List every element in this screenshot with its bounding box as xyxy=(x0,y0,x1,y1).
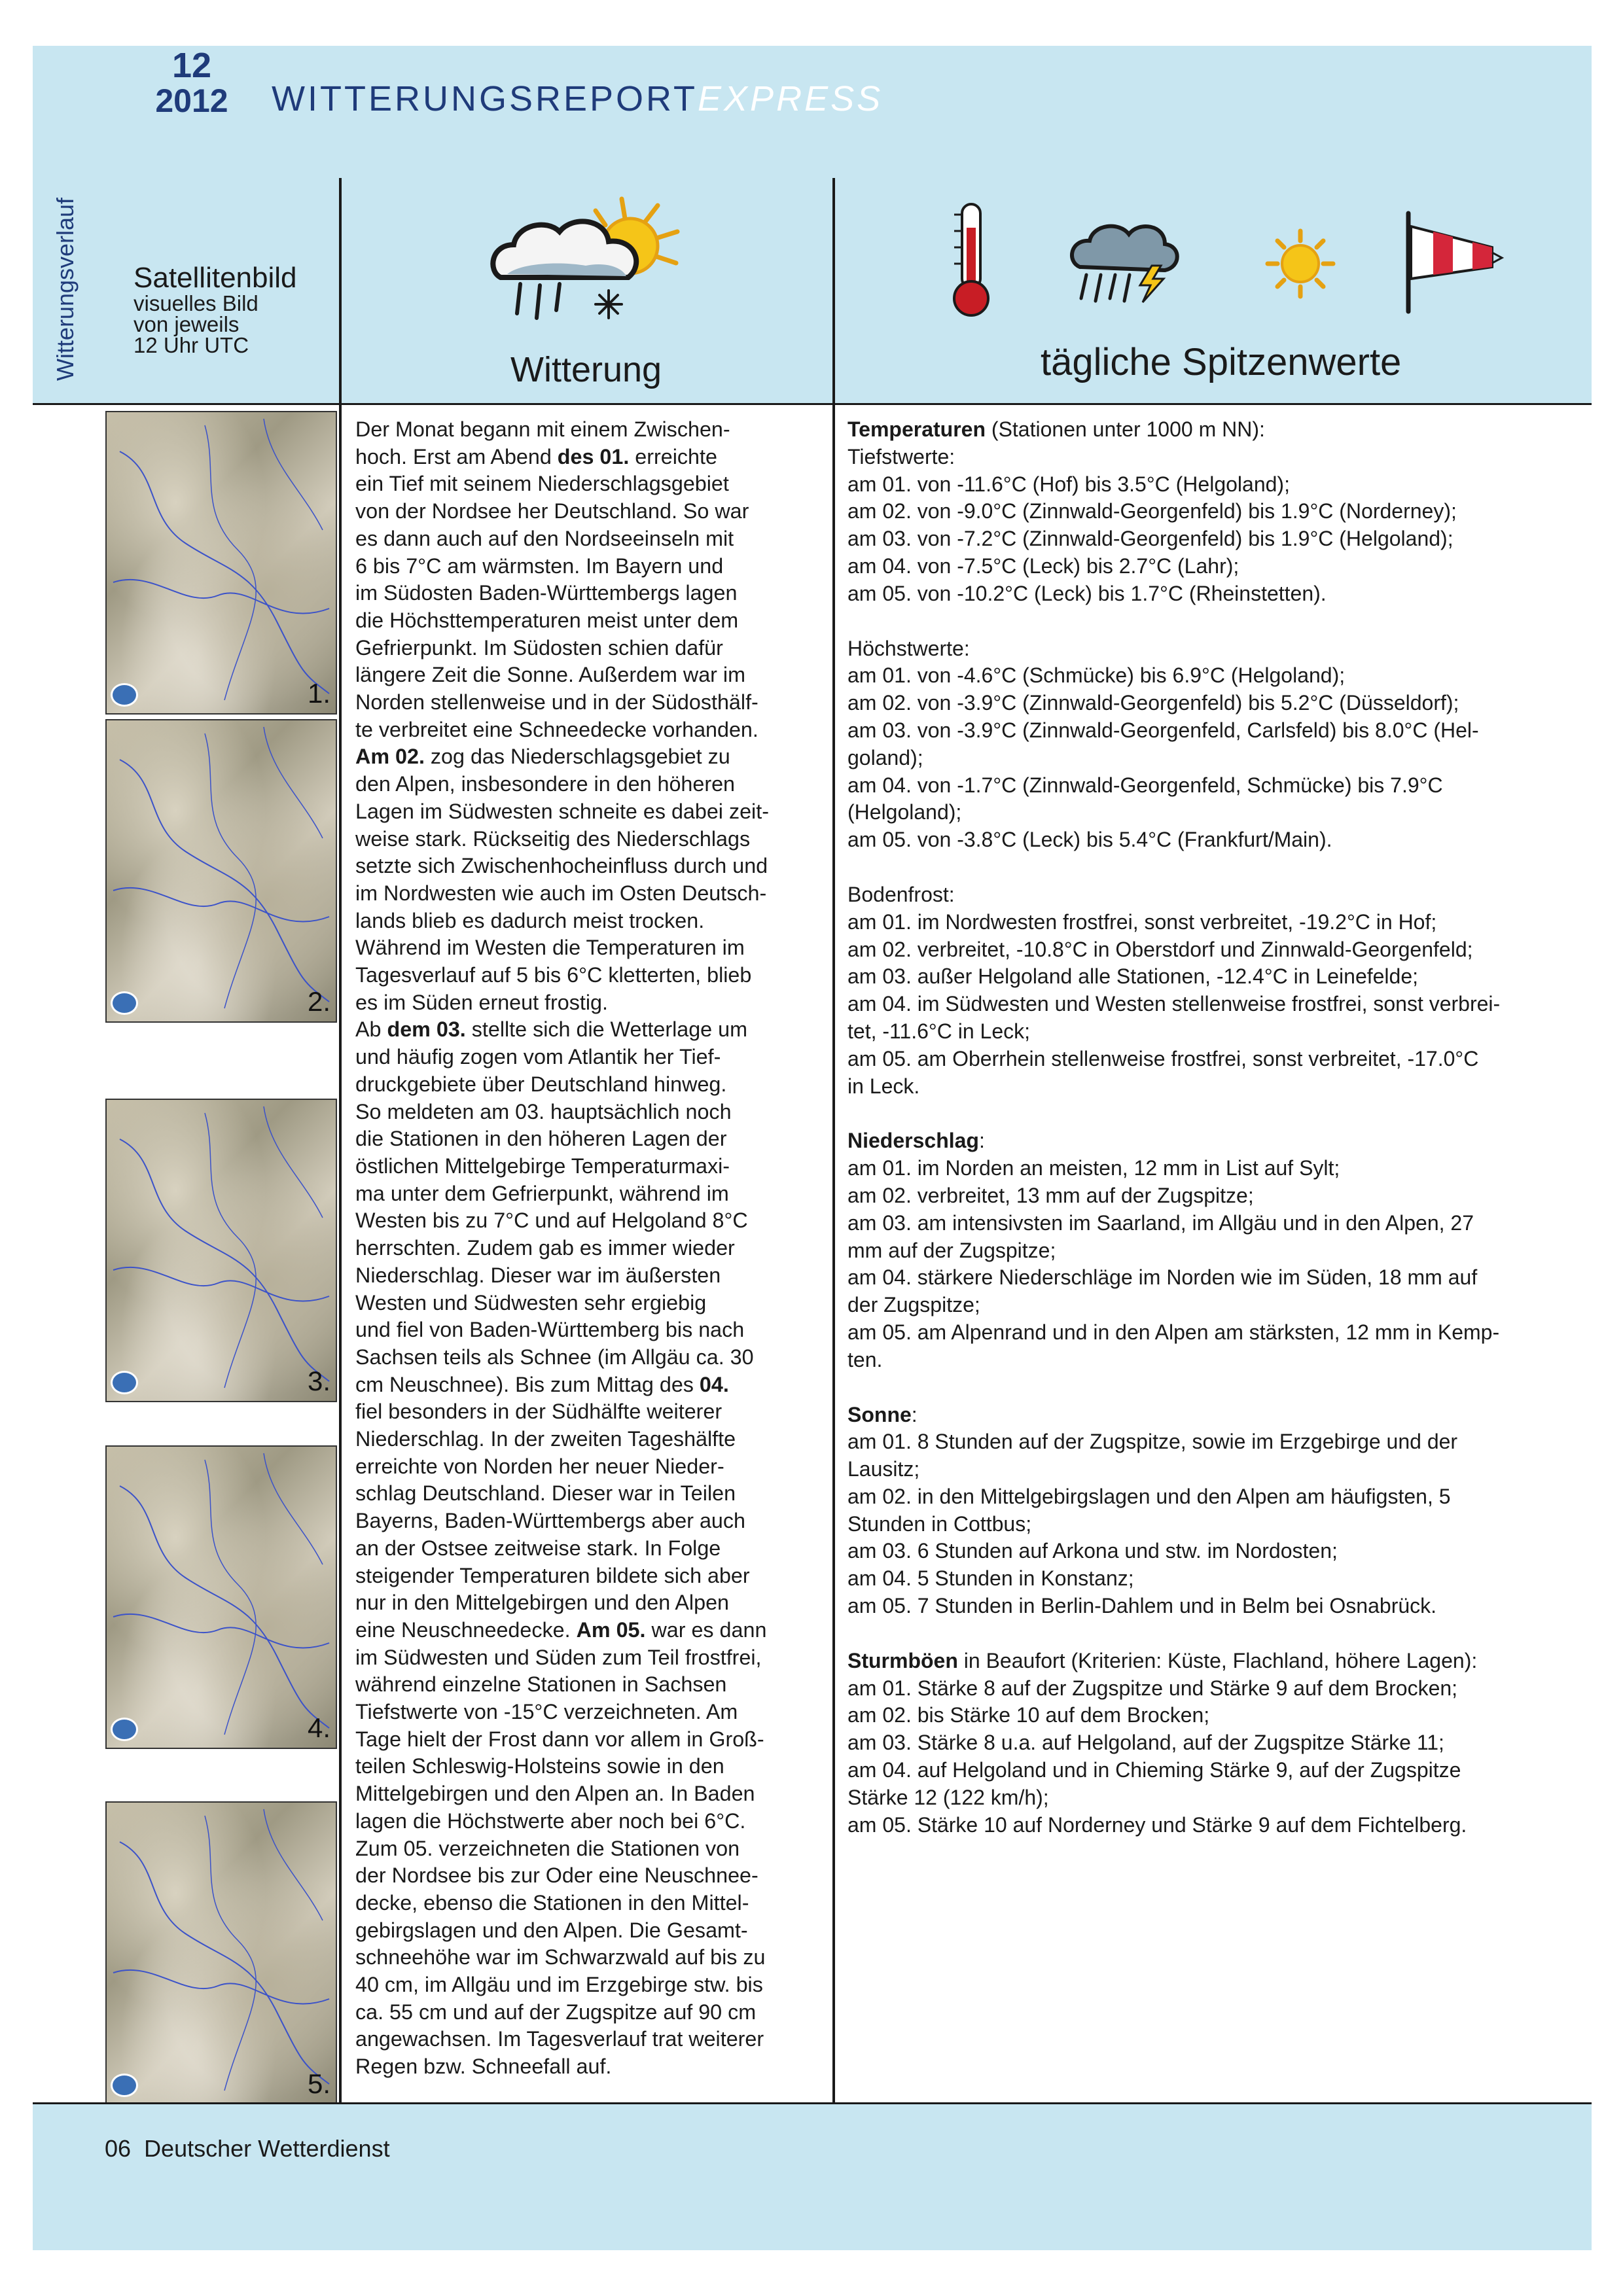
witterung-text-line: der Nordsee bis zur Oder eine Neuschnee- xyxy=(355,1863,758,1888)
witterung-heading: Witterung xyxy=(510,350,662,389)
witterung-text-line: im Nordwesten wie auch im Osten Deutsch- xyxy=(355,881,767,905)
witterung-text-line: Mittelgebirgen und den Alpen an. In Baden xyxy=(355,1782,755,1806)
witterung-text-line: schneehöhe war im Schwarzwald auf bis zu xyxy=(355,1945,766,1969)
spitzenwerte-text-line: der Zugspitze; xyxy=(847,1293,980,1317)
witterung-text-line: Norden stellenweise und in der Südosthälf- xyxy=(355,690,758,715)
spitzenwerte-text-line: Bodenfrost: xyxy=(847,882,955,906)
spitzenwerte-heading: tägliche Spitzenwerte xyxy=(1041,341,1402,383)
dwd-logo-icon xyxy=(111,2074,138,2097)
witterung-text-line: Lagen im Südwesten schneite es dabei zeit- xyxy=(355,799,769,823)
spitzenwerte-text-line: am 04. von -1.7°C (Zinnwald-Georgenfeld, Schmücke) bis 7.9°C xyxy=(847,773,1443,797)
spitzenwerte-text-line: am 02. verbreitet, 13 mm auf der Zugspitze; xyxy=(847,1183,1254,1207)
witterung-text-line: ein Tief mit seinem Niederschlagsgebiet xyxy=(355,472,729,496)
witterung-text-line: Tage hielt der Frost dann vor allem in Groß- xyxy=(355,1727,764,1751)
spitzenwerte-text-line: am 05. Stärke 10 auf Norderney und Stärke 9 auf dem Fichtelberg. xyxy=(847,1812,1467,1837)
witterung-text-line: Tiefstwerte von -15°C verzeichneten. Am xyxy=(355,1700,738,1724)
spitzenwerte-text-line: am 03. 6 Stunden auf Arkona und stw. im Nordosten; xyxy=(847,1539,1338,1563)
footer-divider-line xyxy=(33,2102,1592,2104)
witterung-text xyxy=(355,416,787,2081)
spitzenwerte-text xyxy=(847,416,1574,1839)
spitzenwerte-text-line: am 04. auf Helgoland und in Chieming Stärke 9, auf der Zugspitze xyxy=(847,1758,1461,1782)
spitzenwerte-text-line: Niederschlag: xyxy=(847,1129,985,1153)
witterung-text-line: angewachsen. Im Tagesverlauf trat weiterer xyxy=(355,2027,764,2051)
witterung-text-line: lands blieb es dadurch meist trocken. xyxy=(355,908,705,932)
spitzenwerte-text-line: am 01. von -4.6°C (Schmücke) bis 6.9°C (Helgoland); xyxy=(847,663,1346,688)
witterung-text-line: und häufig zogen vom Atlantik her Tief- xyxy=(355,1045,721,1069)
witterung-text-line: decke, ebenso die Stationen in den Mittel- xyxy=(355,1890,749,1915)
spitzenwerte-text-line: am 04. von -7.5°C (Leck) bis 2.7°C (Lahr); xyxy=(847,554,1240,578)
spitzenwerte-text-line: Sonne: xyxy=(847,1402,918,1426)
publisher-name: Deutscher Wetterdienst xyxy=(144,2135,390,2162)
dwd-logo-icon xyxy=(111,1718,138,1741)
witterung-text-line: längere Zeit die Sonne. Außerdem war im xyxy=(355,663,745,687)
witterung-text-line: Westen bis zu 7°C und auf Helgoland 8°C xyxy=(355,1209,748,1233)
spitzenwerte-text-line: am 02. in den Mittelgebirgslagen und den Alpen am häufigsten, 5 xyxy=(847,1484,1451,1508)
spitzenwerte-text-line: mm auf der Zugspitze; xyxy=(847,1238,1056,1262)
witterung-text-line: Am 02. zog das Niederschlagsgebiet zu xyxy=(355,745,730,769)
spitzenwerte-text-line: am 02. bis Stärke 10 auf dem Brocken; xyxy=(847,1703,1210,1727)
paragraph-gap xyxy=(847,1620,1574,1648)
page-header xyxy=(33,46,1592,174)
satellite-image xyxy=(105,1445,337,1749)
spitzenwerte-text-line: am 01. 8 Stunden auf der Zugspitze, sowie im Erzgebirge und der xyxy=(847,1430,1458,1454)
side-label-box xyxy=(33,174,98,404)
witterung-text-line: Niederschlag. In der zweiten Tageshälfte xyxy=(355,1427,736,1451)
column-header-row xyxy=(33,174,1592,404)
issue-month: 12 xyxy=(171,46,212,85)
witterung-text-line: 40 cm, im Allgäu und im Erzgebirge stw. bis xyxy=(355,1973,763,1997)
satellite-subtitle-2: von jeweils xyxy=(134,312,240,336)
page-footer xyxy=(33,2104,1592,2250)
witterung-text-line: weise stark. Rückseitig des Niederschlags xyxy=(355,826,751,851)
spitzenwerte-text-line: am 01. im Norden an meisten, 12 mm in List auf Sylt; xyxy=(847,1156,1340,1180)
satellite-image-number: 3. xyxy=(307,1366,330,1396)
spitzenwerte-text-line: am 03. Stärke 8 u.a. auf Helgoland, auf der Zugspitze Stärke 11; xyxy=(847,1731,1444,1755)
witterung-text-line: Sachsen teils als Schnee (im Allgäu ca. 30 xyxy=(355,1345,754,1369)
content-area xyxy=(33,404,1592,2104)
witterung-text-line: Während im Westen die Temperaturen im xyxy=(355,936,745,960)
satellite-title: Satellitenbild xyxy=(134,262,297,294)
witterung-text-line: Ab dem 03. stellte sich die Wetterlage um xyxy=(355,1017,747,1042)
witterung-text-line: während einzelne Stationen in Sachsen xyxy=(355,1672,727,1697)
witterung-text-line: die Höchsttemperaturen meist unter dem xyxy=(355,608,739,632)
witterung-text-line: lagen die Höchstwerte aber noch bei 6°C. xyxy=(355,1809,746,1833)
spitzenwerte-text-line: am 05. am Alpenrand und in den Alpen am stärksten, 12 mm in Kemp- xyxy=(847,1320,1500,1344)
weather-cloud-sun-snow-icon xyxy=(481,179,730,343)
witterung-text-line: von der Nordsee her Deutschland. So war xyxy=(355,499,749,523)
satellite-map-outline xyxy=(107,1447,336,1748)
spitzenwerte-text-line: Stunden in Cottbus; xyxy=(847,1511,1032,1536)
spitzenwerte-text-line: in Leck. xyxy=(847,1074,920,1098)
satellite-map-outline xyxy=(107,1100,336,1401)
sun-icon xyxy=(1264,228,1336,300)
witterung-text-line: nur in den Mittelgebirgen und den Alpen xyxy=(355,1591,729,1615)
witterung-text-line: fiel besonders in der Südhälfte weiterer xyxy=(355,1400,722,1424)
satellite-image-number: 2. xyxy=(307,986,330,1017)
spitzenwerte-text-line: am 02. verbreitet, -10.8°C in Oberstdorf und Zinnwald-Georgenfeld; xyxy=(847,937,1473,961)
spitzenwerte-text-line: am 05. von -10.2°C (Leck) bis 1.7°C (Rheinstetten). xyxy=(847,581,1327,605)
spitzenwerte-text-line: am 02. von -9.0°C (Zinnwald-Georgenfeld) bis 1.9°C (Norderney); xyxy=(847,499,1457,523)
witterung-text-line: So meldeten am 03. hauptsächlich noch xyxy=(355,1099,732,1123)
report-title-express: EXPRESS xyxy=(698,79,883,118)
witterung-text-line: Gefrierpunkt. Im Südosten schien dafür xyxy=(355,635,723,660)
witterung-text-line: östlichen Mittelgebirge Temperaturmaxi- xyxy=(355,1154,730,1178)
footer-text xyxy=(105,2135,390,2163)
thunderstorm-cloud-icon xyxy=(1067,215,1185,306)
page-number: 06 xyxy=(105,2135,132,2162)
satellite-image-number: 4. xyxy=(307,1712,330,1743)
spitzenwerte-text-line: Tiefstwerte: xyxy=(847,444,955,468)
dwd-logo-icon xyxy=(111,991,138,1015)
witterung-text-line: ma unter dem Gefrierpunkt, während im xyxy=(355,1181,729,1205)
witterung-text-line: hoch. Erst am Abend des 01. erreichte xyxy=(355,444,717,468)
spitzenwerte-text-line: tet, -11.6°C in Leck; xyxy=(847,1019,1030,1043)
spitzenwerte-text-line: am 05. am Oberrhein stellenweise frostfrei, sonst verbreitet, -17.0°C xyxy=(847,1046,1479,1070)
satellite-map-outline xyxy=(107,720,336,1021)
witterung-text-line: Tagesverlauf auf 5 bis 6°C kletterten, blieb xyxy=(355,963,752,987)
spitzenwerte-text-line: ten. xyxy=(847,1347,883,1371)
satellite-image xyxy=(105,411,337,715)
dwd-logo-icon xyxy=(111,1371,138,1394)
spitzenwerte-text-line: Stärke 12 (122 km/h); xyxy=(847,1785,1049,1809)
spitzenwerte-text-line: Sturmböen in Beaufort (Kriterien: Küste, Flachland, höhere Lagen): xyxy=(847,1648,1478,1672)
spitzenwerte-text-line: (Helgoland); xyxy=(847,800,962,824)
witterung-text-line: ca. 55 cm und auf der Zugspitze auf 90 cm xyxy=(355,2000,757,2024)
spitzenwerte-text-line: am 01. im Nordwesten frostfrei, sonst verbreitet, -19.2°C in Hof; xyxy=(847,910,1437,934)
satellite-image-number: 1. xyxy=(307,678,330,709)
spitzenwerte-text-line: am 03. von -3.9°C (Zinnwald-Georgenfeld, Carlsfeld) bis 8.0°C (Hel- xyxy=(847,718,1479,742)
spitzenwerte-text-line: am 03. von -7.2°C (Zinnwald-Georgenfeld) bis 1.9°C (Helgoland); xyxy=(847,527,1454,551)
witterung-text-line: Bayerns, Baden-Württembergs aber auch xyxy=(355,1509,745,1533)
witterung-text-line: Der Monat begann mit einem Zwischen- xyxy=(355,417,730,441)
satellite-map-outline xyxy=(107,1803,336,2104)
spitzenwerte-text-line: am 04. 5 Stunden in Konstanz; xyxy=(847,1566,1134,1591)
satellite-image-number: 5. xyxy=(307,2068,330,2099)
spitzenwerte-text-line: am 04. stärkere Niederschläge im Norden wie im Süden, 18 mm auf xyxy=(847,1265,1478,1290)
witterung-text-line: setzte sich Zwischenhocheinfluss durch und xyxy=(355,854,768,878)
witterung-text-line: cm Neuschnee). Bis zum Mittag des 04. xyxy=(355,1372,729,1396)
spitzenwerte-text-line: Lausitz; xyxy=(847,1457,920,1481)
report-title xyxy=(272,79,883,119)
spitzenwerte-text-line: am 03. am intensivsten im Saarland, im Allgäu und in den Alpen, 27 xyxy=(847,1210,1474,1235)
witterung-text-line: Regen bzw. Schneefall auf. xyxy=(355,2055,612,2079)
witterung-text-line: eine Neuschneedecke. Am 05. war es dann xyxy=(355,1617,767,1642)
witterung-text-line: die Stationen in den höheren Lagen der xyxy=(355,1127,727,1151)
paragraph-gap xyxy=(847,1100,1574,1127)
witterung-text-line: schlag Deutschland. Dieser war in Teilen xyxy=(355,1481,736,1506)
issue-year: 2012 xyxy=(155,82,228,119)
spitzenwerte-text-line: am 03. außer Helgoland alle Stationen, -12.4°C in Leinefelde; xyxy=(847,964,1419,989)
witterung-text-line: steigender Temperaturen bildete sich aber xyxy=(355,1563,750,1587)
report-title-main: WITTERUNGSREPORT xyxy=(272,79,698,118)
spitzenwerte-text-line: Temperaturen (Stationen unter 1000 m NN): xyxy=(847,417,1265,441)
paragraph-gap xyxy=(847,608,1574,635)
satellite-map-outline xyxy=(107,412,336,713)
satellite-column-heading xyxy=(134,263,297,356)
witterung-text-line: Niederschlag. Dieser war im äußersten xyxy=(355,1263,721,1287)
column-divider-2 xyxy=(832,178,835,2104)
witterung-text-line: den Alpen, insbesondere in den höheren xyxy=(355,772,736,796)
issue-date xyxy=(143,46,241,118)
witterung-text-line: 6 bis 7°C am wärmsten. Im Bayern und xyxy=(355,554,724,578)
witterung-text-line: druckgebiete über Deutschland hinweg. xyxy=(355,1072,727,1096)
witterung-text-line: an der Ostsee zeitweise stark. In Folge xyxy=(355,1536,721,1560)
witterung-text-line: es dann auch auf den Nordseeinseln mit xyxy=(355,526,734,550)
witterung-text-line: gebirgslagen und den Alpen. Die Gesamt- xyxy=(355,1918,748,1942)
witterung-text-line: im Südwesten und Süden zum Teil frostfrei, xyxy=(355,1645,762,1669)
side-label: Witterungsverlauf xyxy=(52,197,79,381)
windsock-icon xyxy=(1394,207,1525,318)
column-divider-1 xyxy=(339,178,342,2104)
witterung-text-line: teilen Schleswig-Holsteins sowie in den xyxy=(355,1754,724,1778)
witterung-text-line: und fiel von Baden-Württemberg bis nach xyxy=(355,1318,745,1342)
dwd-logo-icon xyxy=(111,683,138,707)
satellite-image xyxy=(105,719,337,1023)
spitzenwerte-text-line: am 01. Stärke 8 auf der Zugspitze und Stärke 9 auf dem Brocken; xyxy=(847,1676,1458,1700)
satellite-image xyxy=(105,1099,337,1402)
spitzenwerte-text-line: am 05. 7 Stunden in Berlin-Dahlem und in Belm bei Osnabrück. xyxy=(847,1594,1437,1618)
paragraph-gap xyxy=(847,1374,1574,1402)
header-divider-line xyxy=(33,403,1592,405)
spitzenwerte-text-line: goland); xyxy=(847,745,923,769)
witterung-text-line: te verbreitet eine Schneedecke vorhanden. xyxy=(355,717,758,741)
witterung-text-line: Zum 05. verzeichneten die Stationen von xyxy=(355,1836,740,1860)
spitzenwerte-text-line: am 04. im Südwesten und Westen stellenweise frostfrei, sonst verbrei- xyxy=(847,992,1501,1016)
spitzenwerte-text-line: am 01. von -11.6°C (Hof) bis 3.5°C (Helgoland); xyxy=(847,472,1290,496)
satellite-subtitle-1: visuelles Bild xyxy=(134,291,259,315)
witterung-text-line: Westen und Südwesten sehr ergiebig xyxy=(355,1290,707,1315)
witterung-text-line: es im Süden erneut frostig. xyxy=(355,990,608,1014)
spitzenwerte-text-line: am 02. von -3.9°C (Zinnwald-Georgenfeld) bis 5.2°C (Düsseldorf); xyxy=(847,691,1459,715)
thermometer-icon xyxy=(942,202,1001,319)
spitzenwerte-text-line: am 05. von -3.8°C (Leck) bis 5.4°C (Frankfurt/Main). xyxy=(847,828,1332,852)
witterung-text-line: im Südosten Baden-Württembergs lagen xyxy=(355,581,738,605)
witterung-text-line: erreichte von Norden her neuer Nieder- xyxy=(355,1454,724,1478)
spitzenwerte-text-line: Höchstwerte: xyxy=(847,636,970,660)
satellite-image xyxy=(105,1801,337,2105)
paragraph-gap xyxy=(847,854,1574,881)
satellite-subtitle-3: 12 Uhr UTC xyxy=(134,333,249,357)
witterung-text-line: herrschten. Zudem gab es immer wieder xyxy=(355,1236,735,1260)
